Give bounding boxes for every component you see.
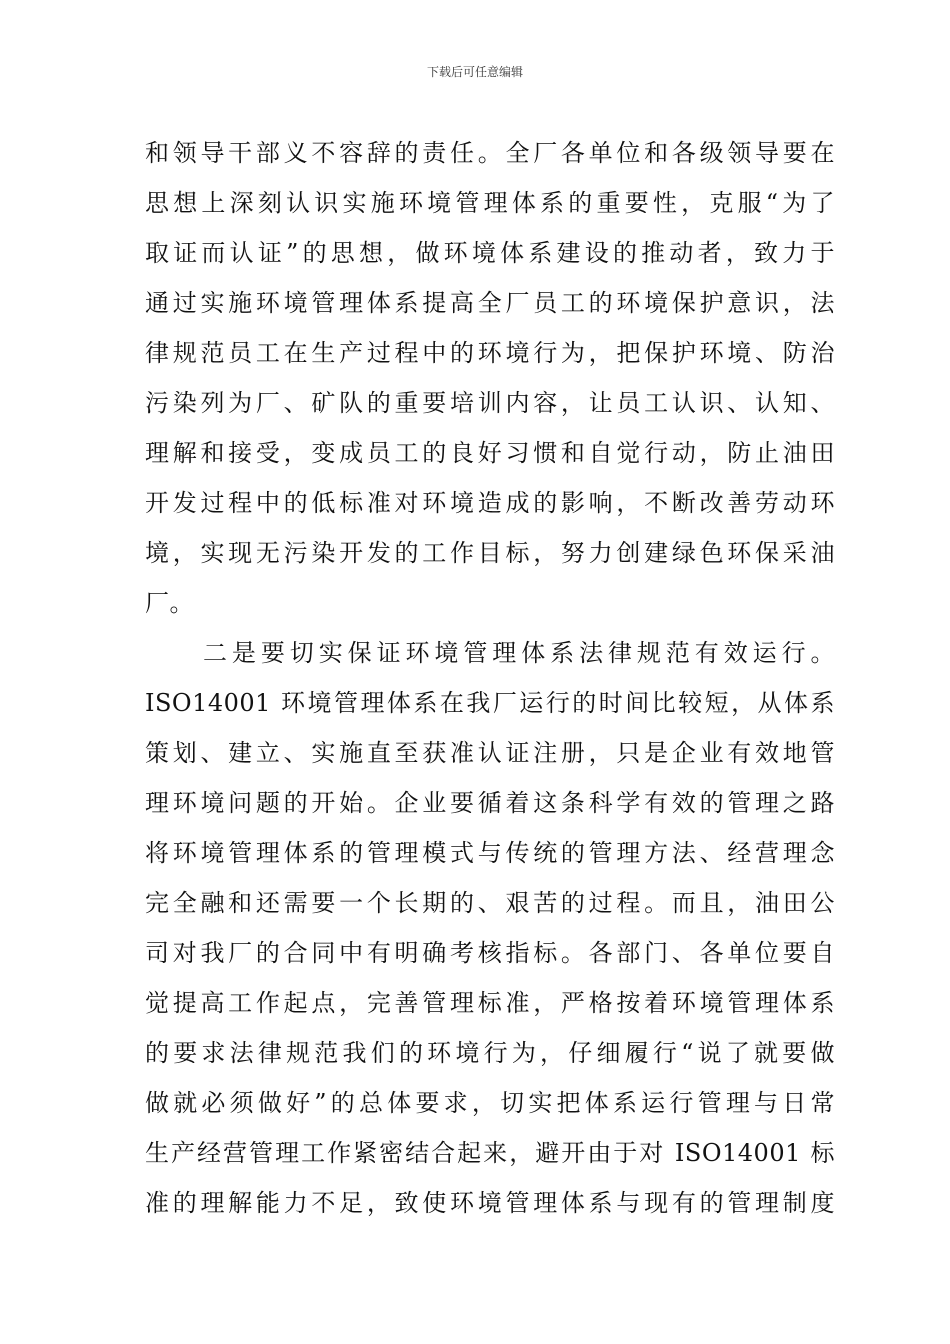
- text-line: 觉提高工作起点，完善管理标准，严格按着环境管理体系: [145, 989, 835, 1017]
- text-line: 律规范员工在生产过程中的环境行为，把保护环境、防治: [145, 339, 835, 367]
- text-line: 做就必须做好”的总体要求，切实把体系运行管理与日常: [145, 1089, 835, 1117]
- text-line: 的要求法律规范我们的环境行为，仔细履行“说了就要做: [145, 1039, 835, 1067]
- text-line: 开发过程中的低标准对环境造成的影响，不断改善劳动环: [145, 489, 835, 517]
- text-line: 策划、建立、实施直至获准认证注册，只是企业有效地管: [145, 739, 835, 767]
- page-header: 下载后可任意编辑: [426, 65, 523, 79]
- text-line: 取证而认证”的思想，做环境体系建设的推动者，致力于: [145, 239, 835, 267]
- text-line: 通过实施环境管理体系提高全厂员工的环境保护意识，法: [145, 289, 835, 317]
- text-line: 将环境管理体系的管理模式与传统的管理方法、经营理念: [145, 839, 835, 867]
- text-line: 理解和接受，变成员工的良好习惯和自觉行动，防止油田: [145, 439, 835, 467]
- text-line: 污染列为厂、矿队的重要培训内容，让员工认识、认知、: [145, 389, 835, 417]
- text-line: 准的理解能力不足，致使环境管理体系与现有的管理制度: [145, 1189, 835, 1217]
- document-body: [145, 128, 835, 1228]
- text-line: 司对我厂的合同中有明确考核指标。各部门、各单位要自: [145, 939, 835, 967]
- text-line: 生产经营管理工作紧密结合起来，避开由于对 ISO14001 标: [145, 1139, 835, 1167]
- text-line: 理环境问题的开始。企业要循着这条科学有效的管理之路: [145, 789, 835, 817]
- paragraph-end-line: 厂。: [145, 589, 194, 617]
- text-line: 境，实现无污染开发的工作目标，努力创建绿色环保采油: [145, 539, 835, 567]
- text-line: 和领导干部义不容辞的责任。全厂各单位和各级领导要在: [145, 139, 835, 167]
- text-line: 完全融和还需要一个长期的、艰苦的过程。而且，油田公: [145, 889, 835, 917]
- paragraph-start-line: 二是要切实保证环境管理体系法律规范有效运行。: [203, 639, 835, 667]
- text-line: ISO14001 环境管理体系在我厂运行的时间比较短，从体系: [145, 689, 835, 717]
- text-line: 思想上深刻认识实施环境管理体系的重要性，克服“为了: [145, 189, 835, 217]
